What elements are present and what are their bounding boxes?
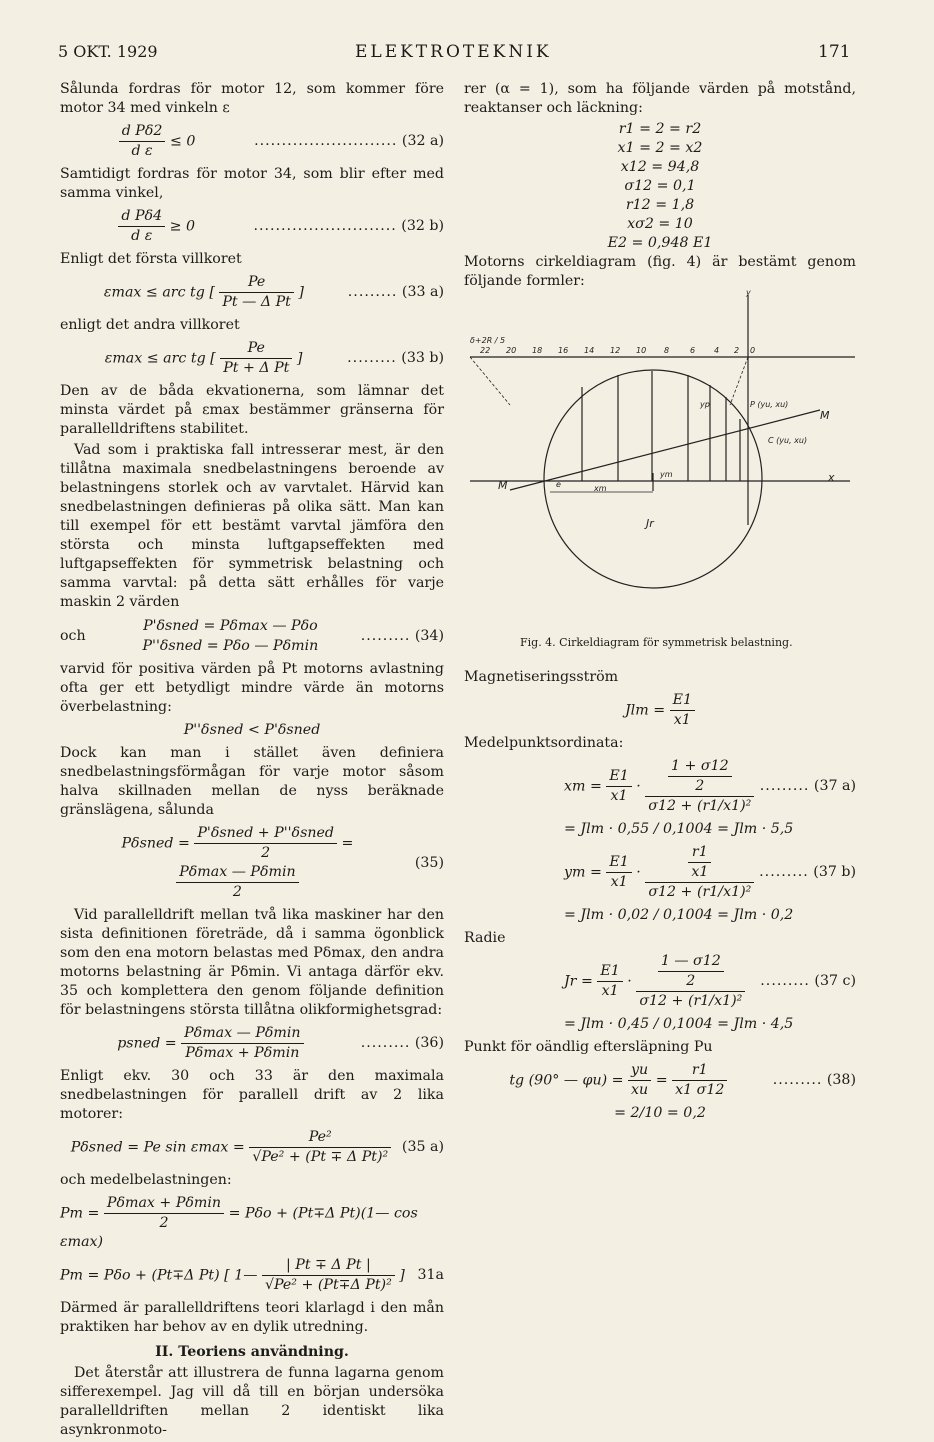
axis-tick-6: 6	[690, 346, 696, 355]
equation-37a-line2: = Jlm · 0,55 / 0,1004 = Jlm · 5,5	[564, 821, 794, 837]
paragraph: Dock kan man i stället även definiera snedbelastningsförmågan för varje motor såsom halva skillnaden mellan de nyss beräknade gränslägena, sålunda	[60, 745, 444, 818]
paragraph: Därmed är parallelldriftens teori klarlagd i den mån praktiken har behov av en dylik utredning.	[60, 1300, 444, 1335]
equation-37b: ym = $\frac{E1}{x1}$ · $\frac{\frac{r1}{x1}}{\text{σ12 + (r1/x1)²}}$ ......... (37 b)	[564, 844, 856, 900]
axis-tick-4: 4	[714, 346, 720, 355]
fig-label-c: C (yu, xu)	[768, 436, 808, 445]
equation-31a-line1: Pm = $\frac{P\delta\max + P\delta\min}{2}$ = Pδo + (Pt∓Δ Pt)(1— cos εmax)	[60, 1195, 418, 1250]
section-heading: II. Teoriens användning.	[155, 1344, 349, 1360]
circle-diagram-figure	[470, 288, 858, 651]
fig-label-x: x	[828, 471, 835, 484]
axis-tick-8: 8	[664, 346, 670, 355]
equation-33b: εmax ≤ arc tg [ $\frac{Pe}{\text{Pt + Δ Pt}}$ ] ......... (33 b)	[104, 340, 444, 376]
paragraph: Medelpunktsordinata:	[464, 735, 624, 751]
fig-label-ym: ym	[660, 470, 673, 479]
paragraph: Vid parallelldrift mellan två lika maskiner har den sista definitionen företräde, då i samma ögonblick som den ena motorn belastas med Pδmax, den andra motorns belastning är Pδmin. Vi antaga därför ekv. 35 och komplettera den genom följande definition för belastningens största tillåtna olikformighetsgrad:	[60, 907, 444, 1018]
page-date: 5 OKT. 1929	[58, 42, 158, 61]
paragraph: och medelbelastningen:	[60, 1172, 232, 1188]
fig-label-jr: Jr	[646, 517, 654, 530]
fig-label-p: P (yu, xu)	[750, 400, 789, 409]
equation-jlm: Jlm = $\frac{E1}{x1}$	[464, 691, 856, 730]
journal-title: ELEKTROTEKNIK	[355, 42, 552, 62]
page-number: 171	[818, 42, 851, 62]
equation-36: psned = $\frac{P\delta\max — P\delta\min}{P\delta\max + P\delta\min}$ ......... (36)	[117, 1025, 444, 1061]
axis-tick-14: 14	[584, 346, 595, 355]
equation-37a: xm = $\frac{E1}{x1}$ · $\frac{\frac{1 + \sigma 12}{2}}{\text{σ12 + (r1/x1)²}}$ ......... (37 a)	[564, 758, 856, 814]
paragraph: Det återstår att illustrera de funna lagarna genom sifferexempel. Jag vill då till en början undersöka parallelldriften mellan 2 identiskt lika asynkronmoto-	[60, 1365, 444, 1438]
figure-caption: Fig. 4. Cirkeldiagram för symmetrisk belastning.	[520, 636, 793, 649]
fig-label-m-left: M	[498, 479, 508, 492]
paragraph: Samtidigt fordras för motor 34, som blir efter med samma vinkel,	[60, 166, 444, 201]
equation-32a: $\frac{\text{d Pδ2}}{\text{d ε}}$ ≤ 0 .......................... (32 a)	[60, 122, 444, 161]
paragraph: rer (α = 1), som ha följande värden på motstånd, reaktanser och läckning:	[464, 81, 856, 116]
left-column	[60, 80, 444, 1442]
fig-label-yp: yp	[700, 400, 710, 409]
fig-label-top-left: δ+2R / 5	[470, 336, 506, 345]
axis-tick-0: 0	[750, 346, 756, 355]
fig-label-xm: xm	[594, 484, 607, 493]
axis-tick-2: 2	[734, 346, 740, 355]
paragraph: enligt det andra villkoret	[60, 317, 240, 333]
equation-35a: Pδsned = Pe sin εmax = $\frac{\text{Pe²}}{\text{√Pe² + (Pt ∓ Δ Pt)²}}$ (35 a)	[70, 1129, 444, 1165]
equation-37b-line2: = Jlm · 0,02 / 0,1004 = Jlm · 0,2	[564, 907, 794, 923]
fig-label-top: y	[746, 288, 751, 297]
equation-37c-line2: = Jlm · 0,45 / 0,1004 = Jlm · 4,5	[564, 1016, 794, 1032]
fig-label-m-right: M	[820, 409, 830, 422]
axis-tick-16: 16	[558, 346, 569, 355]
fig-label-e: e	[556, 480, 561, 489]
parameter-values: r1 = 2 = r2 x1 = 2 = x2 x12 = 94,8 σ12 = 0,1 r12 = 1,8 xσ2 = 10 E2 = 0,948 E1	[607, 121, 713, 251]
paragraph: Enligt ekv. 30 och 33 är den maximala snedbelastningen för parallell drift av 2 lika motorer:	[60, 1068, 444, 1122]
equation-38: tg (90° — φu) = $\frac{yu}{xu}$ = $\frac{r1}{x1 \sigma 12}$ ......... (38)	[509, 1062, 856, 1098]
axis-tick-12: 12	[610, 346, 621, 355]
equation-37c: Jr = $\frac{E1}{x1}$ · $\frac{\frac{1 — \sigma 12}{2}}{\text{σ12 + (r1/x1)²}}$ ......... (37 c)	[564, 953, 856, 1009]
axis-tick-22: 22	[480, 346, 491, 355]
equation-38-line2: = 2/10 = 0,2	[614, 1105, 706, 1121]
paragraph: Vad som i praktiska fall intresserar mest, är den tillåtna maximala snedbelastningens beroende av belastningens storlek och av varvtalet. Härvid kan snedbelastningen definieras på olika sätt. Man kan till exempel för ett bestämt varvtal jämföra den största och minsta luftgapseffekten med luftgapseffekten för symmetrisk belastning och samma varvtal: på detta sätt erhålles för varje maskin 2 värden	[60, 442, 444, 610]
equation-35: Pδsned = $\frac{\text{P'δsned + P''δsned}}{2}$ = $\frac{P\delta\max — P\delta\min}{2}$ (35)	[121, 825, 444, 900]
right-column	[464, 80, 856, 293]
axis-tick-20: 20	[506, 346, 517, 355]
paragraph: Den av de båda ekvationerna, som lämnar det minsta värdet på εmax bestämmer gränserna för parallelldriftens stabilitet.	[60, 383, 444, 437]
equation-34: och P'δsned = Pδmax — Pδo P''δsned = Pδo — Pδmin ......... (34)	[60, 618, 444, 654]
paragraph: Sålunda fordras för motor 12, som kommer före motor 34 med vinkeln ε	[60, 81, 444, 116]
paragraph: Magnetiseringsström	[464, 669, 619, 685]
paragraph: Punkt för oändlig eftersläpning Pu	[464, 1039, 713, 1055]
axis-tick-18: 18	[532, 346, 543, 355]
equation-31a-line2: Pm = Pδo + (Pt∓Δ Pt) [ 1— $\frac{\text{| Pt ∓ Δ Pt |}}{\text{√Pe² + (Pt∓Δ Pt)²}}$ ] 31a	[60, 1257, 444, 1293]
axis-tick-10: 10	[636, 346, 647, 355]
equation-33a: εmax ≤ arc tg [ $\frac{Pe}{\text{Pt — Δ Pt}}$ ] ......... (33 a)	[103, 274, 444, 310]
right-column-lower	[464, 668, 856, 1127]
paragraph: varvid för positiva värden på Pt motorns avlastning ofta ger ett betydligt mindre värde än motorns överbelastning:	[60, 661, 444, 715]
paragraph: Radie	[464, 930, 506, 946]
equation-inequality: P''δsned < P'δsned	[183, 722, 321, 738]
paragraph: Motorns cirkeldiagram (fig. 4) är bestämt genom följande formler:	[464, 254, 856, 289]
equation-32b: $\frac{\text{d Pδ4}}{\text{d ε}}$ ≥ 0 .......................... (32 b)	[60, 207, 444, 246]
paragraph: Enligt det första villkoret	[60, 251, 242, 267]
